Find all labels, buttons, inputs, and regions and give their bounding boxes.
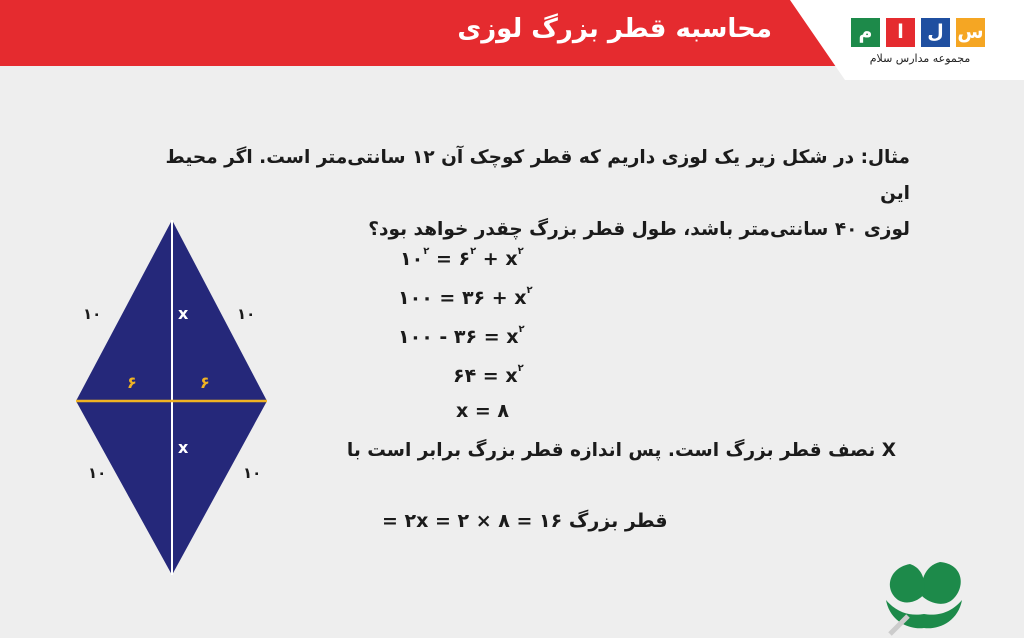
eq2-text: ۱۰۰ = ۳۶ + x <box>398 287 527 309</box>
logo-letter-4: م <box>851 18 880 47</box>
side-label-bottom-left: ۱۰ <box>88 464 107 482</box>
half-long-label-bottom: x <box>178 438 189 457</box>
half-short-label-left: ۶ <box>127 373 137 392</box>
equation-2 <box>398 284 533 309</box>
equation-5 <box>456 400 509 422</box>
equation-4 <box>453 362 524 387</box>
logo-subtitle: مجموعه مدارس سلام <box>869 52 971 65</box>
salam-logo <box>845 14 995 74</box>
half-short-label-right: ۶ <box>200 373 210 392</box>
question-line-1: مثال: در شکل زیر یک لوزی داریم که قطر کوچک آن ۱۲ سانتی‌متر است. اگر محیط این <box>165 147 910 204</box>
logo-letter-3: ا <box>886 18 915 47</box>
half-long-label-top: x <box>178 304 189 323</box>
side-label-bottom-right: ۱۰ <box>243 464 262 482</box>
eq1-rhs: = ۶ <box>435 248 471 270</box>
eq1-lhs: ۱۰ <box>400 248 424 270</box>
rhombus-diagram <box>60 212 300 582</box>
final-expression: = ۲x = ۲ × ۸ = ۱۶ <box>382 510 563 532</box>
eq1-rest-exp: ۲ <box>517 245 524 257</box>
question-line-2: لوزی ۴۰ سانتی‌متر باشد، طول قطر بزرگ چقدر خواهد بود؟ <box>368 219 910 240</box>
eq1-rhs-exp: ۲ <box>470 245 477 257</box>
final-label: قطر بزرگ <box>568 510 668 532</box>
leaf-icon <box>880 556 970 638</box>
page-title: محاسبه قطر بزرگ لوزی <box>457 14 772 44</box>
eq3-text: ۱۰۰ - ۳۶ = x <box>398 326 519 348</box>
eq1-rest: + x <box>476 248 518 270</box>
eq1-lhs-exp: ۲ <box>423 245 430 257</box>
final-result <box>382 510 668 532</box>
side-label-top-left: ۱۰ <box>83 305 102 323</box>
eq3-exp: ۲ <box>518 323 525 335</box>
side-label-top-right: ۱۰ <box>237 305 256 323</box>
logo-letter-1: س <box>956 18 985 47</box>
explanation-note: X نصف قطر بزرگ است. پس اندازه قطر بزرگ برابر است با <box>346 440 896 461</box>
equation-3 <box>398 323 525 348</box>
eq4-text: ۶۴ = x <box>453 365 518 387</box>
eq5-text: x = ۸ <box>456 400 510 422</box>
eq4-exp: ۲ <box>517 362 524 374</box>
header-bar <box>0 0 1024 82</box>
equation-1 <box>400 245 524 270</box>
logo-letter-2: ل <box>921 18 950 47</box>
eq2-exp: ۲ <box>526 284 533 296</box>
